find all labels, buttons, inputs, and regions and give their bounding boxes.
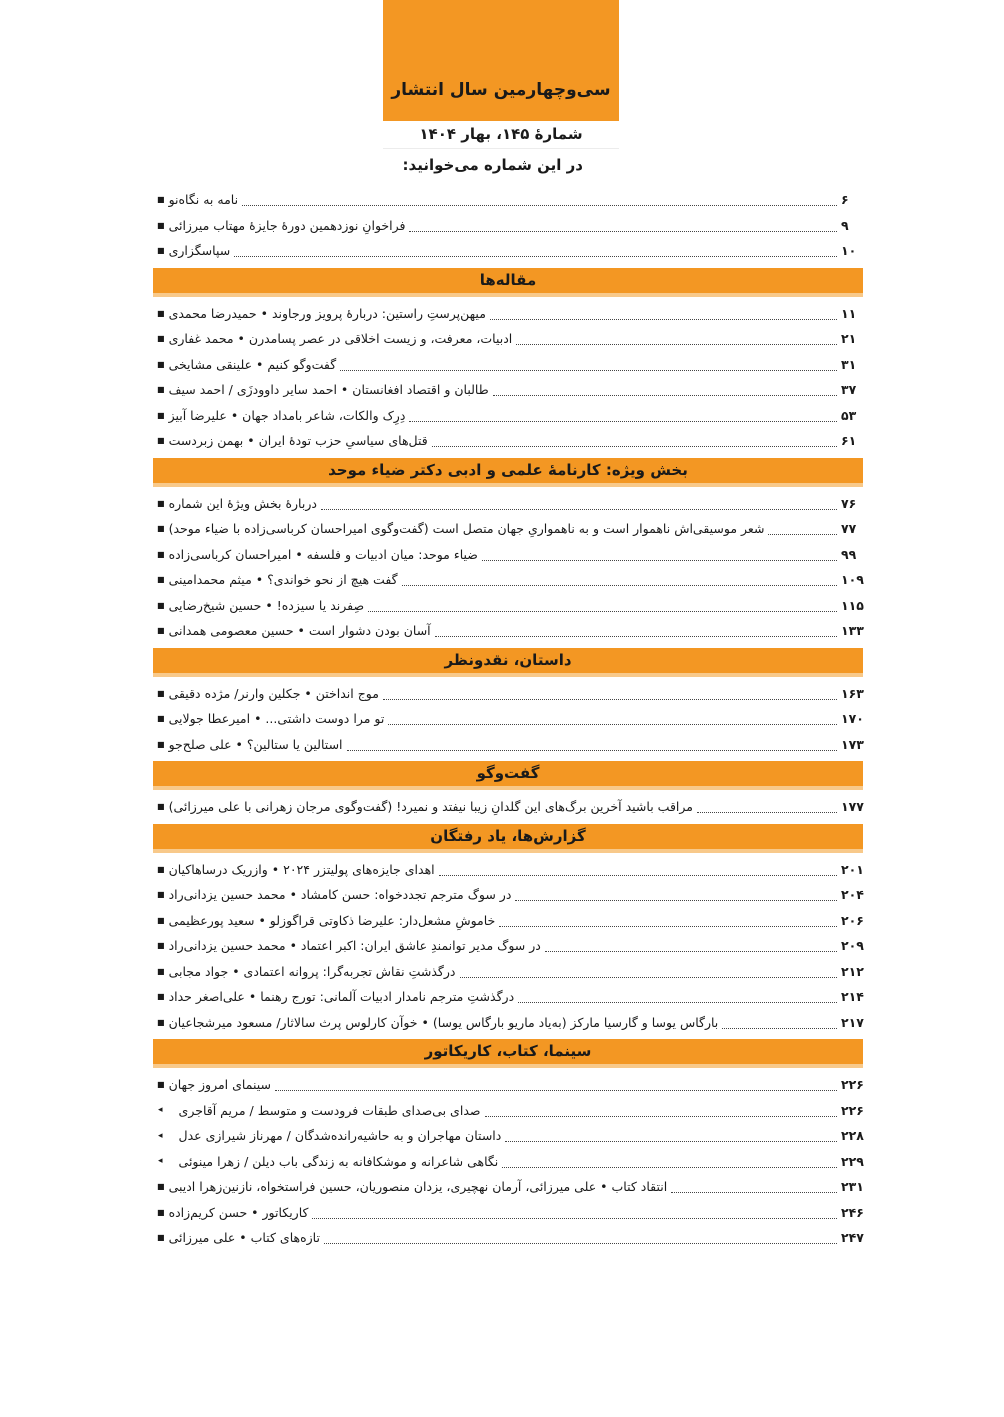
square-bullet-icon: ■: [157, 1207, 165, 1217]
square-bullet-icon: ■: [157, 915, 165, 925]
dot-leader: [409, 409, 837, 422]
dot-leader: [493, 383, 837, 396]
toc-entry[interactable]: [153, 187, 863, 213]
toc-entry[interactable]: [153, 542, 863, 568]
toc-entry[interactable]: [153, 516, 863, 542]
toc-subentry[interactable]: [153, 1123, 863, 1149]
page-number: ۶: [841, 192, 849, 208]
toc-entry[interactable]: [153, 1200, 863, 1226]
toc-entry[interactable]: [153, 908, 863, 934]
square-bullet-icon: ■: [157, 410, 165, 420]
toc-entry[interactable]: [153, 1174, 863, 1200]
dot-leader: [518, 990, 837, 1003]
toc-entry[interactable]: [153, 593, 863, 619]
toc-entry-title: کاریکاتور • حسن کریم‌زاده: [168, 1204, 309, 1220]
dot-leader: [505, 1129, 837, 1142]
toc-entry-title: سپاسگزاری: [168, 243, 231, 259]
toc-entry-title: طالبان و اقتصاد افغانستان • احمد سایر داوودزَی / احمد سیف: [168, 382, 489, 398]
toc-entry[interactable]: [153, 706, 863, 732]
toc-entry-title: در سوگ مدیر توانمندِ عاشق ایران: اکبر اعتماد • محمد حسین یزدانی‌راد: [168, 938, 541, 954]
square-bullet-icon: ■: [157, 549, 165, 559]
toc-entry-title: میهن‌پرستِ راستین: دربارۀ پرویز ورجاوند • حمیدرضا محمدی: [168, 305, 486, 321]
toc-entry[interactable]: [153, 301, 863, 327]
toc-entry-title: گفت‌وگو کنیم • علینقی مشایخی: [168, 356, 337, 372]
toc-entry-title: فراخوانِ نوزدهمین دورۀ جایزۀ مهتاب میرزائی: [168, 217, 406, 233]
toc-entry[interactable]: [153, 1072, 863, 1098]
square-bullet-icon: ■: [157, 1233, 165, 1243]
toc-subentry[interactable]: [153, 1149, 863, 1175]
toc-entry-title: ادبیات، معرفت، و زیست اخلاقی در عصر پسامدرن • محمد غفاری: [168, 331, 513, 347]
section-header: [153, 761, 863, 790]
square-bullet-icon: ■: [157, 802, 165, 812]
page-number: ۱۱: [841, 305, 857, 321]
page-number: ۷۷: [841, 521, 857, 537]
toc-entry-title: استالین یا ستالین؟ • علی صلح‌جو: [168, 736, 343, 752]
series-title: سی‌وچهارمین سال انتشار: [391, 80, 611, 100]
toc-entry[interactable]: [153, 857, 863, 883]
dot-leader: [402, 573, 837, 586]
dot-leader: [499, 914, 837, 927]
toc-entry[interactable]: [153, 377, 863, 403]
toc-entry-title: درگذشتِ نقاش تجربه‌گرا: پروانه اعتمادی • جواد مجابی: [168, 963, 456, 979]
dot-leader: [234, 244, 837, 257]
page-number: ۳۱: [841, 356, 857, 372]
section-title: گزارش‌ها، یاد رفتگان: [430, 826, 586, 845]
toc-entry-title: داستان مهاجران و به حاشیه‌رانده‌شدگان / مهرناز شیرازی عدل: [178, 1128, 502, 1144]
dot-leader: [768, 522, 837, 535]
page-number: ۲۱۷: [841, 1014, 864, 1030]
toc-entry[interactable]: [153, 933, 863, 959]
toc-entry-title: آسان بودن دشوار است • حسین معصومی همدانی: [168, 623, 431, 639]
toc-entry[interactable]: [153, 1010, 863, 1036]
table-of-contents: [153, 187, 863, 1251]
triangle-bullet-icon: ◂: [158, 1156, 163, 1167]
issue-title: شمارۀ ۱۴۵، بهار ۱۴۰۴: [419, 125, 583, 143]
toc-entry-title: تو مرا دوست داشتی... • امیرعطا جولایی: [168, 711, 385, 727]
dot-leader: [312, 1206, 837, 1219]
dot-leader: [340, 358, 837, 371]
dot-leader: [460, 965, 838, 978]
dot-leader: [516, 332, 837, 345]
page-number: ۲۰۴: [841, 887, 864, 903]
dot-leader: [324, 1231, 837, 1244]
toc-entry[interactable]: [153, 403, 863, 429]
dot-leader: [485, 1104, 838, 1117]
section-title: داستان، نقد‌و‌نظر: [444, 650, 572, 669]
page-number: ۶۱: [841, 433, 857, 449]
toc-entry[interactable]: [153, 984, 863, 1010]
section-title: سینما، کتاب، کاریکاتور: [424, 1042, 592, 1060]
toc-entry[interactable]: [153, 352, 863, 378]
square-bullet-icon: ■: [157, 941, 165, 951]
toc-entry-title: در سوگ مترجم تجددخواه: حسن کامشاد • محمد حسین یزدانی‌راد: [168, 887, 512, 903]
toc-entry-title: صِفرند یا سیزده! • حسین شیخ‌رضایی: [168, 597, 365, 613]
toc-entry[interactable]: [153, 1225, 863, 1251]
square-bullet-icon: ■: [157, 714, 165, 724]
page-number: ۱۷۳: [841, 736, 864, 752]
toc-entry-title: نامه به نگاه‌نو: [168, 192, 239, 208]
toc-entry-title: صدای بی‌صدای طبقات فرودست و متوسط / مریم آقاجری: [178, 1102, 481, 1118]
toc-entry[interactable]: [153, 681, 863, 707]
contents-intro: در این شماره می‌خوانید:: [402, 156, 583, 174]
toc-entry-title: مراقب باشید آخرین برگ‌های این گلدانِ زیبا نیفتد و نمیرد! (گفت‌وگوی مرجان زهرانی با علی میرزائی): [168, 799, 693, 815]
square-bullet-icon: ■: [157, 575, 165, 585]
square-bullet-icon: ■: [157, 890, 165, 900]
toc-entry[interactable]: [153, 618, 863, 644]
toc-entry[interactable]: [153, 491, 863, 517]
section-header: [153, 268, 863, 297]
dot-leader: [242, 193, 837, 206]
toc-entry[interactable]: [153, 567, 863, 593]
page-number: ۲۳۱: [841, 1179, 864, 1195]
toc-entry[interactable]: [153, 882, 863, 908]
toc-entry[interactable]: [153, 238, 863, 264]
page-number: ۱۰: [841, 243, 857, 259]
page-number: ۲۰۶: [841, 912, 864, 928]
dot-leader: [697, 800, 837, 813]
page-number: ۳۷: [841, 382, 857, 398]
page-number: ۲۲۸: [841, 1128, 864, 1144]
toc-entry-title: قتل‌های سیاسیِ حزب تودۀ ایران • بهمن زبردست: [168, 433, 428, 449]
page-number: ۹۹: [841, 546, 857, 562]
section-title: گفت‌وگو: [476, 764, 540, 782]
toc-entry-title: دربارۀ بخش ویژۀ این شماره: [168, 495, 317, 511]
dot-leader: [275, 1078, 837, 1091]
square-bullet-icon: ■: [157, 220, 165, 230]
toc-entry[interactable]: [153, 326, 863, 352]
page-number: ۲۱۲: [841, 963, 864, 979]
square-bullet-icon: ■: [157, 864, 165, 874]
square-bullet-icon: ■: [157, 246, 165, 256]
square-bullet-icon: ■: [157, 688, 165, 698]
square-bullet-icon: ■: [157, 498, 165, 508]
dot-leader: [409, 219, 837, 232]
section-header: [153, 648, 863, 677]
square-bullet-icon: ■: [157, 436, 165, 446]
page-number: ۲۱۴: [841, 989, 864, 1005]
dot-leader: [321, 497, 837, 510]
dot-leader: [671, 1180, 837, 1193]
toc-entry-title: درگذشتِ مترجم نامدار ادبیات آلمانی: تورج رهنما • علی‌اصغر حداد: [168, 989, 515, 1005]
page-number: ۲۴۶: [841, 1204, 864, 1220]
square-bullet-icon: ■: [157, 600, 165, 610]
dot-leader: [347, 738, 837, 751]
dot-leader: [432, 434, 837, 447]
dot-leader: [388, 712, 837, 725]
square-bullet-icon: ■: [157, 1080, 165, 1090]
masthead-banner: [383, 0, 619, 121]
dot-leader: [383, 687, 837, 700]
toc-entry-title: ضیاء موحد: میان ادبیات و فلسفه • امیراحسان کرباسی‌زاده: [168, 546, 478, 562]
toc-entry-title: گفت هیچ از نحو خواندی؟ • میثم محمدامینی: [168, 572, 398, 588]
page-number: ۱۷۰: [841, 711, 864, 727]
section-header: [153, 824, 863, 853]
square-bullet-icon: ■: [157, 195, 165, 205]
toc-entry[interactable]: [153, 959, 863, 985]
page-number: ۹: [841, 217, 849, 233]
dot-leader: [722, 1016, 837, 1029]
dot-leader: [439, 863, 837, 876]
toc-entry-title: اهدای جایزه‌های پولیتزر ۲۰۲۴ • وازریک درساهاکیان: [168, 861, 435, 877]
square-bullet-icon: ■: [157, 308, 165, 318]
square-bullet-icon: ■: [157, 966, 165, 976]
page-number: ۱۰۹: [841, 572, 864, 588]
toc-entry-title: انتقاد کتاب • علی میرزائی، آرمان نهچیری، یزدان منصوریان، حسین فراستخواه، نازنین‌زهرا ادیبی: [168, 1179, 668, 1195]
toc-entry-title: تازه‌های کتاب • علی میرزائی: [168, 1230, 320, 1246]
square-bullet-icon: ■: [157, 1017, 165, 1027]
page-number: ۷۶: [841, 495, 857, 511]
square-bullet-icon: ■: [157, 992, 165, 1002]
page-number: ۲۲۶: [841, 1102, 864, 1118]
toc-entry-title: دِرِک والکات، شاعر بامداد جهان • علیرضا آبیز: [168, 407, 406, 423]
dot-leader: [515, 888, 837, 901]
dot-leader: [490, 307, 837, 320]
page-number: ۲۲۶: [841, 1077, 864, 1093]
page-number: ۲۰۹: [841, 938, 864, 954]
square-bullet-icon: ■: [157, 626, 165, 636]
toc-entry[interactable]: [153, 732, 863, 758]
toc-entry[interactable]: [153, 794, 863, 820]
page-number: ۲۲۹: [841, 1153, 864, 1169]
triangle-bullet-icon: ◂: [158, 1130, 163, 1141]
square-bullet-icon: ■: [157, 359, 165, 369]
toc-entry[interactable]: [153, 213, 863, 239]
toc-entry-title: سینمای امروز جهان: [168, 1077, 271, 1093]
toc-entry[interactable]: [153, 428, 863, 454]
toc-entry-title: شعر موسیقی‌اش ناهموار است و به ناهمواریِ جهان متصل است (گفت‌وگوی امیراحسان کرباسی‌زاده با ضیاء موحد): [168, 521, 765, 537]
page-number: ۲۱: [841, 331, 857, 347]
page-number: ۵۳: [841, 407, 857, 423]
toc-entry-title: موج انداختن • جکلین وارنر/ مژده دقیقی: [168, 685, 379, 701]
section-title: مقاله‌ها: [479, 270, 537, 289]
page-number: ۱۳۳: [841, 623, 864, 639]
page-number: ۱۶۳: [841, 685, 864, 701]
dot-leader: [435, 624, 837, 637]
toc-entry-title: خاموشِ مشعل‌دار: علیرضا ذکاوتی قراگوزلو • سعید پورعظیمی: [168, 912, 496, 928]
page-number: ۲۴۷: [841, 1230, 864, 1246]
toc-entry-title: نگاهی شاعرانه و موشکافانه به زندگی باب دیلن / زهرا مینوئی: [178, 1153, 499, 1169]
square-bullet-icon: ■: [157, 334, 165, 344]
toc-subentry[interactable]: [153, 1098, 863, 1124]
square-bullet-icon: ■: [157, 385, 165, 395]
dot-leader: [368, 599, 837, 612]
page-number: ۱۱۵: [841, 597, 864, 613]
dot-leader: [482, 548, 837, 561]
section-header: [153, 458, 863, 487]
square-bullet-icon: ■: [157, 524, 165, 534]
square-bullet-icon: ■: [157, 1182, 165, 1192]
triangle-bullet-icon: ◂: [158, 1105, 163, 1116]
dot-leader: [502, 1155, 837, 1168]
section-header: [153, 1039, 863, 1068]
square-bullet-icon: ■: [157, 739, 165, 749]
page-number: ۱۷۷: [841, 799, 864, 815]
toc-entry-title: بارگاس یوسا و گارسیا مارکز (به‌یاد ماریو بارگاس یوسا) • خوآن کارلوس پرث سالاثار/ مسعود میرشجاعیان: [168, 1014, 719, 1030]
page-number: ۲۰۱: [841, 861, 864, 877]
section-title: بخش ویژه: کارنامۀ علمی و ادبی دکتر ضیاء موحد: [328, 460, 688, 479]
dot-leader: [545, 939, 837, 952]
